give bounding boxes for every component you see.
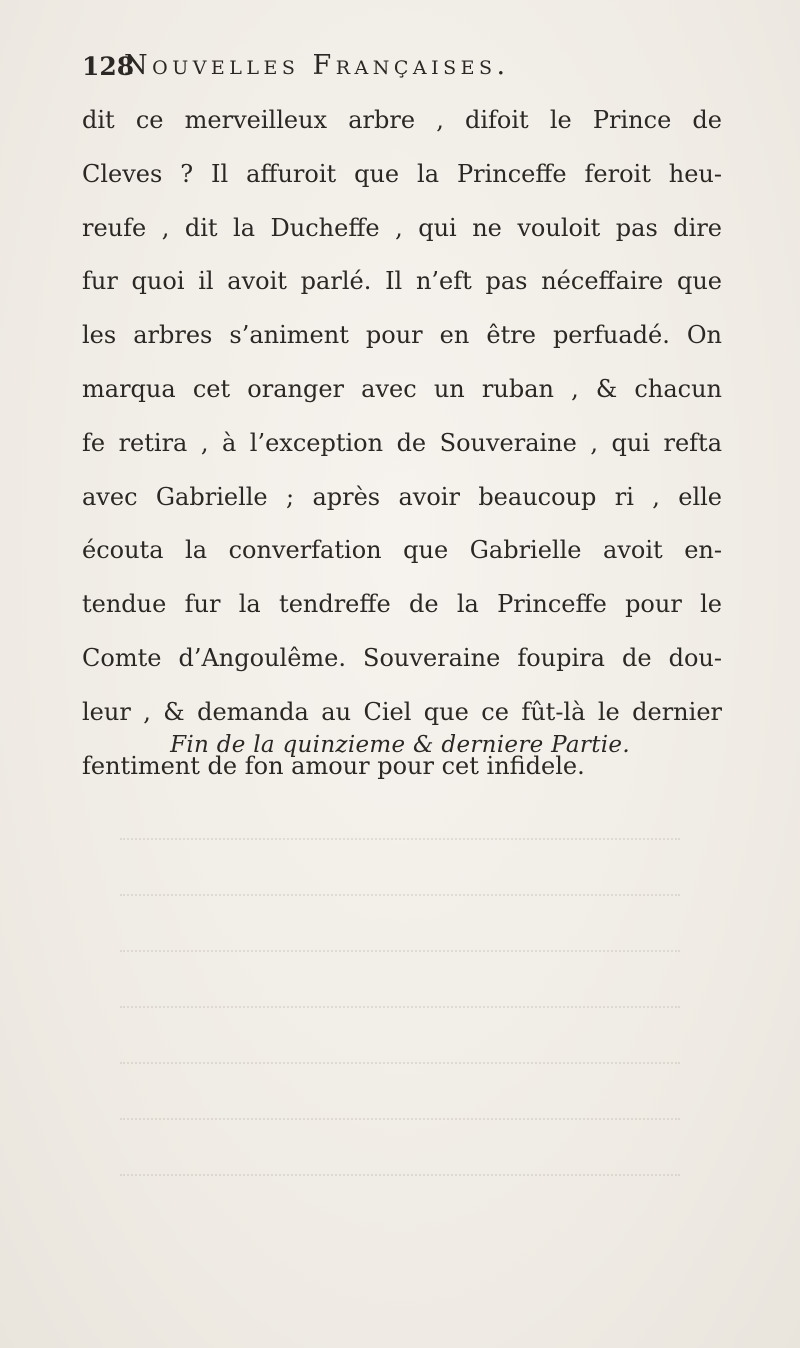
text-line: leur , & demanda au Ciel que ce fût-là le dernier <box>82 697 722 726</box>
show-through-texture <box>120 790 680 1170</box>
text-line: dit ce merveilleux arbre , difoit le Prince de <box>82 106 722 134</box>
body-text <box>82 94 722 793</box>
text-line: avec Gabrielle ; après avoir beaucoup ri , elle <box>82 482 722 511</box>
page-header <box>82 52 722 92</box>
text-line: Cleves ? Il affuroit que la Princeffe feroit heu- <box>82 159 722 188</box>
text-line: fur quoi il avoit parlé. Il n’eft pas néceffaire que <box>82 267 722 296</box>
running-title: Nouvelles Françaises. <box>124 50 510 81</box>
text-line: reufe , dit la Ducheffe , qui ne vouloit pas dire <box>82 213 722 242</box>
text-line: fentiment de fon amour pour cet infidele. <box>82 751 585 780</box>
text-line: marqua cet oranger avec un ruban , & chacun <box>82 374 722 403</box>
text-line: fe retira , à l’exception de Souveraine , qui refta <box>82 428 722 457</box>
page-number: 128 <box>82 52 135 81</box>
text-line: Comte d’Angoulême. Souveraine foupira de dou- <box>82 643 722 672</box>
closing-line: Fin de la quinzieme & derniere Partie. <box>170 732 630 758</box>
text-line: les arbres s’animent pour en être perfuadé. On <box>82 321 722 350</box>
text-line: écouta la converfation que Gabrielle avoit en- <box>82 536 722 565</box>
text-line: tendue fur la tendreffe de la Princeffe pour le <box>82 590 722 619</box>
